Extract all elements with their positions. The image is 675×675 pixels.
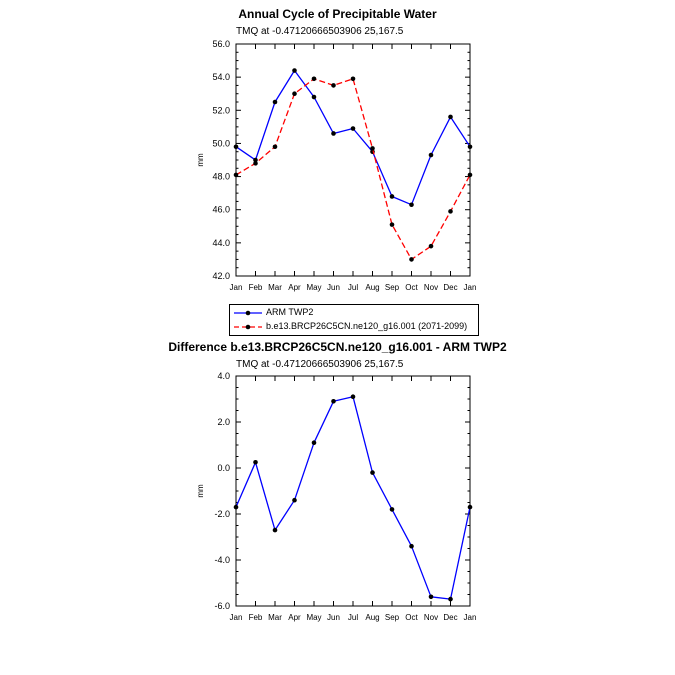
- chart2-series-1-point: [331, 399, 336, 404]
- chart2-series-1-line: [236, 397, 470, 599]
- chart1-series-2-point: [292, 91, 297, 96]
- chart1-xtick-label: Nov: [423, 283, 439, 292]
- chart1-ytick-label: 44.0: [212, 237, 230, 248]
- chart1-title: Annual Cycle of Precipitable Water: [238, 7, 437, 21]
- chart1-series-1-point: [468, 144, 473, 149]
- chart1-xtick-label: Feb: [248, 283, 263, 292]
- chart2-xtick-label: Nov: [423, 613, 439, 622]
- chart1-xtick-label: Sep: [384, 283, 400, 292]
- legend-label-model: b.e13.BRCP26C5CN.ne120_g16.001 (2071-2099): [266, 321, 468, 331]
- chart2-title: Difference b.e13.BRCP26C5CN.ne120_g16.001 - ARM TWP2: [168, 340, 507, 354]
- chart1-series-1-point: [292, 68, 297, 73]
- chart1-series-2-point: [234, 173, 239, 178]
- chart1-series-2-point: [468, 173, 473, 178]
- chart1-xtick-label: Aug: [365, 283, 380, 292]
- chart2-plot-frame: [236, 376, 470, 606]
- chart1-series-2-point: [273, 144, 278, 149]
- chart2-series-1-point: [312, 440, 317, 445]
- chart2-ytick-label: 2.0: [217, 417, 230, 427]
- chart2-xtick-label: Apr: [288, 613, 301, 622]
- chart1-ytick-label: 52.0: [212, 105, 230, 116]
- chart1-ytick-label: 46.0: [212, 204, 230, 215]
- chart1-series-1-point: [234, 144, 239, 149]
- chart2-series-1-point: [253, 460, 258, 465]
- chart2-series-1-point: [468, 505, 473, 510]
- chart1-series-1-point: [390, 194, 395, 199]
- chart2-ytick-label: -6.0: [214, 601, 230, 611]
- chart1-series-2-point: [351, 77, 356, 82]
- chart1-series-1-point: [429, 153, 434, 158]
- chart1-series-1-line: [236, 71, 470, 205]
- chart2-xtick-label: Dec: [443, 613, 458, 622]
- chart1-series-2-point: [429, 244, 434, 249]
- chart1-ytick-label: 50.0: [212, 138, 230, 149]
- chart2-xtick-label: May: [306, 613, 322, 622]
- chart1-series-2-point: [331, 83, 336, 88]
- chart1-series-2-point: [253, 161, 258, 166]
- chart1-xtick-label: May: [306, 283, 322, 292]
- chart2-xtick-label: Aug: [365, 613, 380, 622]
- chart2-ylabel: mm: [196, 484, 205, 498]
- chart1-series-2-point: [409, 257, 414, 262]
- chart2-series-1-point: [390, 507, 395, 512]
- chart2-xtick-label: Jul: [347, 613, 359, 622]
- chart1-series-1-point: [273, 100, 278, 105]
- chart1-series-1-point: [448, 115, 453, 120]
- chart2-xtick-label: Feb: [248, 613, 263, 622]
- chart1-xtick-label: Mar: [268, 283, 282, 292]
- chart2-ytick-label: 4.0: [217, 371, 230, 381]
- chart2-xtick-label: Jun: [327, 613, 340, 622]
- chart1-ylabel: mm: [196, 153, 205, 167]
- chart1-xtick-label: Jul: [347, 283, 359, 292]
- chart1-xtick-label: Jun: [327, 283, 340, 292]
- legend-swatch-model: [234, 322, 264, 332]
- chart1-series-1-point: [409, 202, 414, 207]
- chart1-xtick-label: Oct: [405, 283, 418, 292]
- chart2-xtick-label: Sep: [384, 613, 400, 622]
- chart2-series-1-point: [370, 470, 375, 475]
- chart2-ytick-label: 0.0: [217, 463, 230, 473]
- chart1-ytick-label: 42.0: [212, 271, 230, 281]
- chart1-xtick-label: Jan: [229, 283, 243, 292]
- legend-item-model: [230, 320, 478, 334]
- chart1-series-2-point: [312, 77, 317, 82]
- chart1-series-2-line: [236, 79, 470, 260]
- chart1-series-2-point: [390, 222, 395, 227]
- chart2-ytick-label: -4.0: [214, 555, 230, 565]
- legend-item-arm: [230, 306, 478, 320]
- chart1-series-1-point: [351, 126, 356, 131]
- chart1-ytick-label: 54.0: [212, 72, 230, 83]
- chart2-xtick-label: Jan: [229, 613, 243, 622]
- chart2-xtick-label: Oct: [405, 613, 418, 622]
- chart2-ytick-label: -2.0: [214, 509, 230, 519]
- chart1-series-2-point: [370, 146, 375, 151]
- chart2-subtitle: TMQ at -0.47120666503906 25,167.5: [236, 359, 404, 370]
- chart2-series-1-point: [273, 528, 278, 533]
- chart1-legend: [229, 304, 479, 336]
- chart1-ytick-label: 56.0: [212, 39, 230, 49]
- chart2-series-1-point: [292, 498, 297, 503]
- chart2-series-1-point: [234, 505, 239, 510]
- chart1-series-1-point: [331, 131, 336, 136]
- chart2-series-1-point: [351, 394, 356, 399]
- chart1-ytick-label: 48.0: [212, 171, 230, 182]
- legend-label-arm: ARM TWP2: [266, 307, 314, 317]
- chart2-series-1-point: [448, 597, 453, 602]
- chart2-series-1-point: [409, 544, 414, 549]
- chart1-xtick-label: Apr: [288, 283, 301, 292]
- chart1-subtitle: TMQ at -0.47120666503906 25,167.5: [236, 26, 404, 37]
- chart1-series-1-point: [312, 95, 317, 100]
- chart2-xtick-label: Jan: [463, 613, 477, 622]
- chart2-xtick-label: Mar: [268, 613, 282, 622]
- chart1-xtick-label: Jan: [463, 283, 477, 292]
- chart2-series-1-point: [429, 595, 434, 600]
- chart1-xtick-label: Dec: [443, 283, 458, 292]
- legend-swatch-arm: [234, 308, 264, 318]
- chart1-series-2-point: [448, 209, 453, 214]
